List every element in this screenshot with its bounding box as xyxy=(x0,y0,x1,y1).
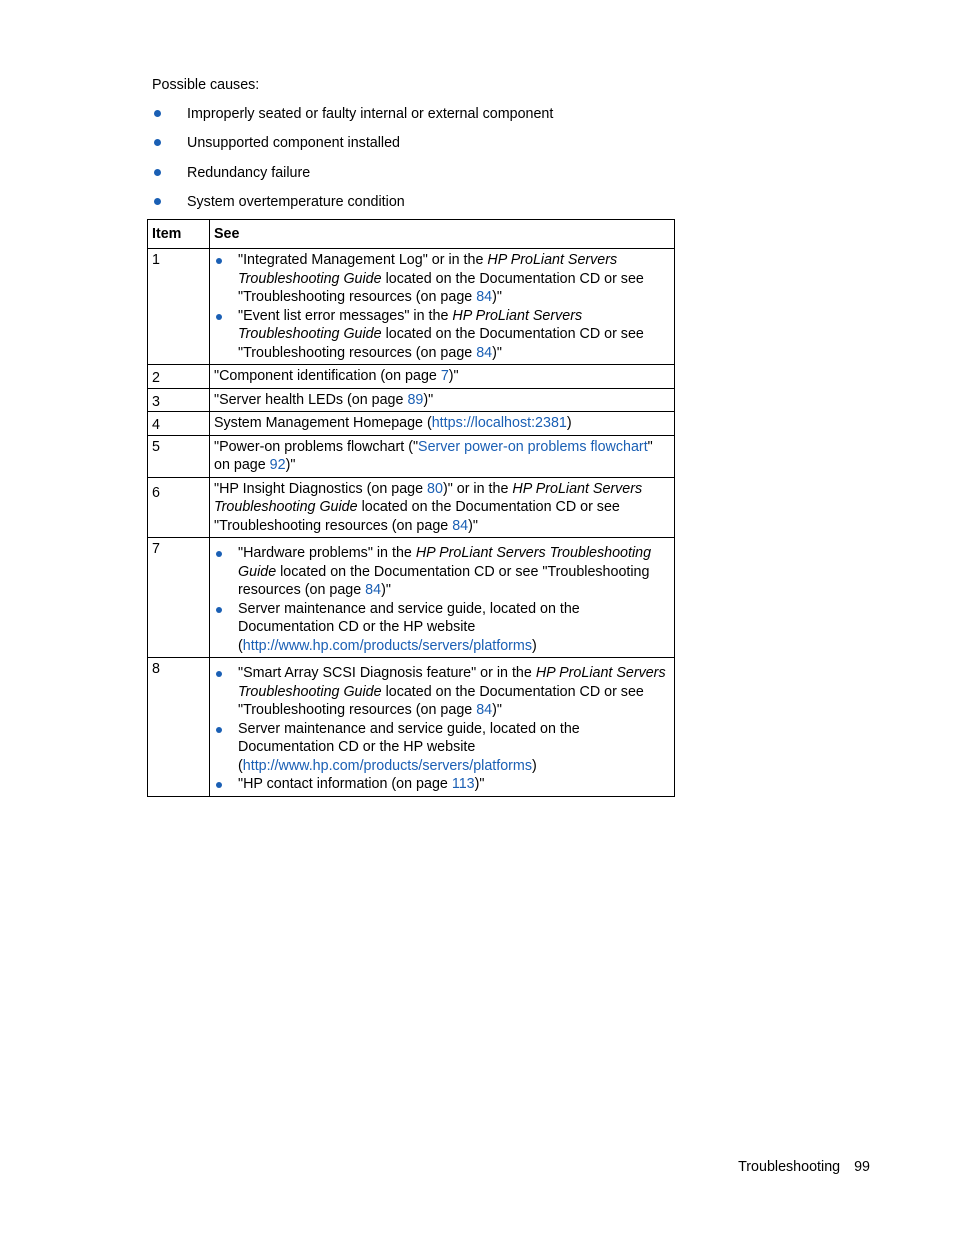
see-list xyxy=(214,251,670,362)
bullet-icon xyxy=(154,198,161,205)
list-item: Server maintenance and service guide, located on the Documentation CD or the HP website (http://www.hp.com/products/servers/platforms) xyxy=(214,600,670,656)
bullet-icon xyxy=(216,314,222,320)
page-number: 99 xyxy=(854,1159,870,1175)
table-row xyxy=(148,365,675,389)
item-number: 6 xyxy=(148,477,210,538)
table-row xyxy=(148,388,675,412)
page-link[interactable]: 113 xyxy=(451,776,475,792)
list-item: "Hardware problems" in the HP ProLiant Servers Troubleshooting Guide located on the Documentation CD or see "Troubleshooting resources (on page 84)" xyxy=(214,544,670,600)
hp-website-link[interactable]: http://www.hp.com/products/servers/platforms xyxy=(242,757,532,774)
list-item: Server maintenance and service guide, located on the Documentation CD or the HP website (http://www.hp.com/products/servers/platforms) xyxy=(214,720,670,776)
page-link[interactable]: 80 xyxy=(427,480,443,497)
page-link[interactable]: 89 xyxy=(407,391,424,408)
table-header-row xyxy=(148,220,675,249)
bullet-icon xyxy=(216,258,222,264)
list-item: "HP contact information (on page 113)" xyxy=(214,775,670,794)
bullet-icon xyxy=(154,139,161,146)
see-cell xyxy=(210,658,675,797)
see-list xyxy=(214,664,670,794)
hp-website-link[interactable]: http://www.hp.com/products/servers/platforms xyxy=(242,637,532,654)
bullet-icon xyxy=(216,782,222,788)
see-cell: "Component identification (on page 7)" xyxy=(210,365,675,389)
list-item: Improperly seated or faulty internal or external component xyxy=(152,105,553,134)
see-cell: "Server health LEDs (on page 89)" xyxy=(210,388,675,412)
see-cell: System Management Homepage (https://localhost:2381) xyxy=(210,412,675,436)
list-item: Redundancy failure xyxy=(152,164,553,193)
table-row xyxy=(148,658,675,797)
bullet-icon xyxy=(216,671,222,677)
page-link[interactable]: 92 xyxy=(269,457,286,473)
list-item: Unsupported component installed xyxy=(152,134,553,163)
page-footer xyxy=(738,1158,870,1177)
table-row xyxy=(148,477,675,538)
item-number: 5 xyxy=(148,435,210,477)
table-row xyxy=(148,412,675,436)
item-number: 7 xyxy=(148,538,210,658)
table-row xyxy=(148,538,675,658)
list-item: "Event list error messages" in the HP ProLiant Servers Troubleshooting Guide located on the Documentation CD or see "Troubleshooting resources (on page 84)" xyxy=(214,307,670,363)
header-see: See xyxy=(210,220,675,249)
list-item: System overtemperature condition xyxy=(152,193,553,222)
table-row xyxy=(148,435,675,477)
causes-list xyxy=(152,105,553,222)
bullet-icon xyxy=(216,551,222,557)
bullet-icon xyxy=(154,169,161,176)
item-number: 4 xyxy=(148,412,210,436)
footer-section: Troubleshooting xyxy=(738,1159,841,1175)
see-list xyxy=(214,544,670,655)
page-link[interactable]: 84 xyxy=(452,517,469,534)
item-number: 8 xyxy=(148,658,210,797)
see-cell xyxy=(210,249,675,365)
table-row xyxy=(148,249,675,365)
page-link[interactable]: 84 xyxy=(476,289,493,305)
page-link[interactable]: 84 xyxy=(365,582,382,598)
item-number: 2 xyxy=(148,365,210,389)
bullet-icon xyxy=(216,727,222,733)
page-link[interactable]: 7 xyxy=(440,368,449,384)
see-cell: "HP Insight Diagnostics (on page 80)" or in the HP ProLiant Servers Troubleshooting Guide located on the Documentation CD or see "Troubleshooting resources (on page 84)" xyxy=(210,477,675,538)
list-item: "Smart Array SCSI Diagnosis feature" or in the HP ProLiant Servers Troubleshooting Guide located on the Documentation CD or see "Troubleshooting resources (on page 84)" xyxy=(214,664,670,720)
header-item: Item xyxy=(148,220,210,249)
bullet-icon xyxy=(154,110,161,117)
item-number: 1 xyxy=(148,249,210,365)
flowchart-link[interactable]: Server power-on problems flowchart xyxy=(418,438,648,455)
smh-link[interactable]: https://localhost:2381 xyxy=(431,415,567,431)
possible-causes-label: Possible causes: xyxy=(152,77,260,93)
page-link[interactable]: 84 xyxy=(476,702,493,718)
list-item: "Integrated Management Log" or in the HP ProLiant Servers Troubleshooting Guide located on the Documentation CD or see "Troubleshooting resources (on page 84)" xyxy=(214,251,670,307)
item-number: 3 xyxy=(148,388,210,412)
see-cell xyxy=(210,538,675,658)
see-cell: "Power-on problems flowchart ("Server power-on problems flowchart" on page 92)" xyxy=(210,435,675,477)
bullet-icon xyxy=(216,607,222,613)
page-link[interactable]: 84 xyxy=(476,344,493,361)
reference-table xyxy=(147,219,675,797)
